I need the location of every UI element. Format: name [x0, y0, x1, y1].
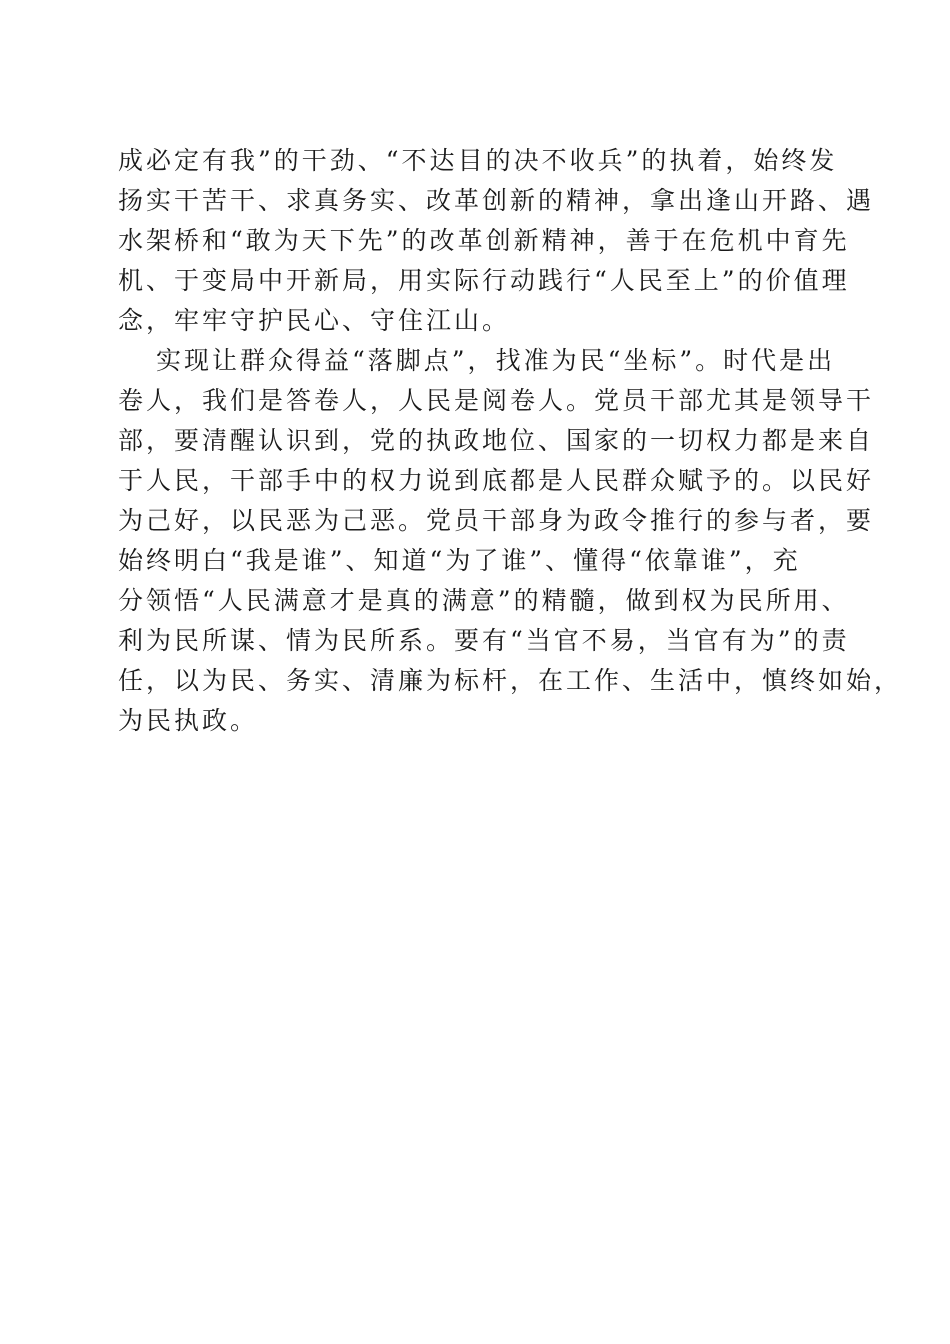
text-line: 任，以为民、务实、清廉为标杆，在工作、生活中，慎终如始，	[118, 666, 903, 695]
text-line: 扬实干苦干、求真务实、改革创新的精神，拿出逢山开路、遇	[118, 186, 875, 215]
text-line: 为民执政。	[118, 706, 259, 735]
text-line: 念，牢牢守护民心、守住江山。	[118, 306, 511, 335]
text-line: 为己好，以民恶为己恶。党员干部身为政令推行的参与者，要	[118, 506, 875, 535]
text-line: 机、于变局中开新局，用实际行动践行“人民至上”的价值理	[118, 266, 850, 295]
text-line: 卷人，我们是答卷人，人民是阅卷人。党员干部尤其是领导干	[118, 386, 875, 415]
text-line: 成必定有我”的干劲、“不达目的决不收兵”的执着，始终发	[118, 146, 838, 175]
text-line: 实现让群众得益“落脚点”，找准为民“坐标”。时代是出	[156, 346, 836, 375]
text-line: 利为民所谋、情为民所系。要有“当官不易，当官有为”的责	[118, 626, 850, 655]
text-line: 水架桥和“敢为天下先”的改革创新精神，善于在危机中育先	[118, 226, 850, 255]
text-line: 部，要清醒认识到，党的执政地位、国家的一切权力都是来自	[118, 426, 875, 455]
paragraph-2	[118, 341, 903, 741]
body-text	[118, 141, 903, 741]
text-line: 分领悟“人民满意才是真的满意”的精髓，做到权为民所用、	[118, 586, 850, 615]
text-line: 始终明白“我是谁”、知道“为了谁”、懂得“依靠谁”，充	[118, 546, 801, 575]
paragraph-1	[118, 141, 875, 341]
text-line: 于人民，干部手中的权力说到底都是人民群众赋予的。以民好	[118, 466, 875, 495]
